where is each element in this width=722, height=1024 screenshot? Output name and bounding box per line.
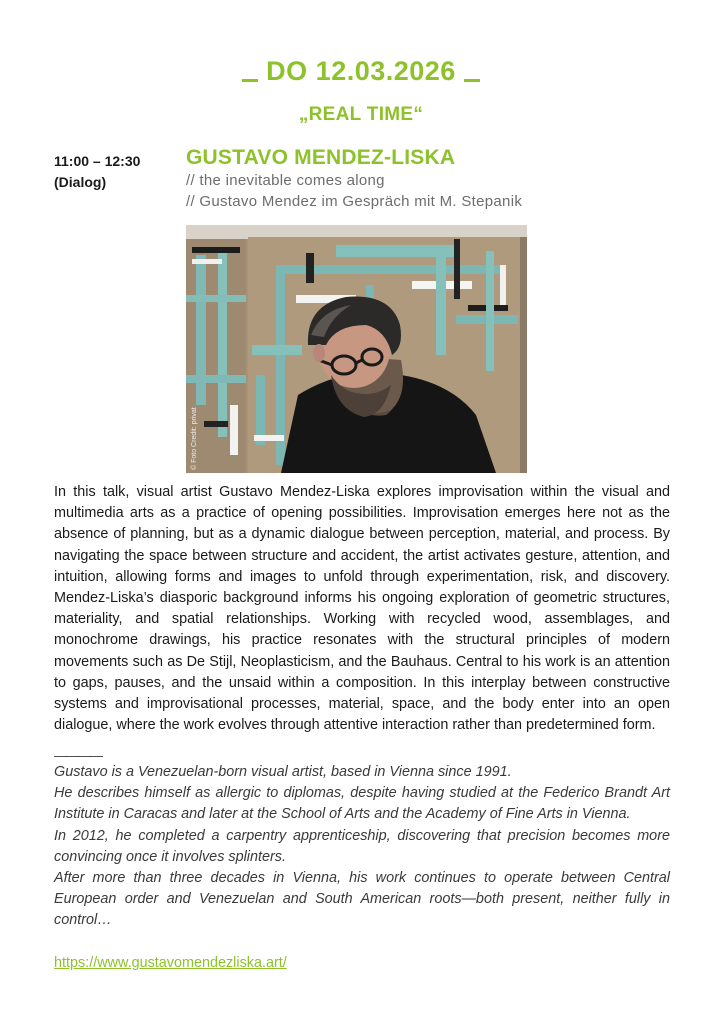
- artist-bio: [54, 762, 670, 932]
- website-link[interactable]: https://www.gustavomendezliska.art/: [54, 955, 287, 971]
- event-description: In this talk, visual artist Gustavo Mendez-Liska explores improvisation within the visual and multimedia arts as a practice of opening possibilities. Improvisation emerges here not as the absence of planning, but as a dynamic dialogue between perception, material, and process. By navigating the space between structure and accident, the artist activates gesture, attention, and intuition, allowing forms and images to unfold through experimentation, risk, and discovery. Mendez-Liska’s diasporic background informs his ongoing exploration of geometric structures, materiality, and spatial relationships. Working with recycled wood, assemblages, and monochrome drawings, his practice resonates with the structural principles of modern movements such as De Stijl, Neoplasticism, and the Bauhaus. Central to his work is an attention to gaps, pauses, and the unsaid within a composition. In this interplay between constructive systems and improvisational processes, material, space, and the body enter into an open dialogue, where the work evolves through attentive interaction rather than predetermined form.: [54, 484, 670, 734]
- artist-photo-illustration: [186, 225, 527, 473]
- bio-line-4: After more than three decades in Vienna, his work continues to operate between Central European order and Venezuelan and South American roots—both present, neither fully in control…: [54, 870, 670, 929]
- speaker-name: GUSTAVO MENDEZ-LISKA: [186, 146, 456, 169]
- series-title: „REAL TIME“: [298, 104, 424, 125]
- event-time-block: [54, 151, 140, 193]
- bio-line-2: He describes himself as allergic to diplomas, despite having studied at the Federico Brandt Art Institute in Caracas and later at the School of Arts and the Academy of Fine Arts in Vienna.: [54, 785, 670, 823]
- event-subtitle-2: // Gustavo Mendez im Gespräch mit M. Stepanik: [186, 193, 523, 210]
- event-date-text: DO 12.03.2026: [266, 56, 456, 86]
- bio-line-3: In 2012, he completed a carpentry apprenticeship, discovering that precision becomes more convincing once it involves splinters.: [54, 827, 670, 865]
- event-format: (Dialog): [54, 174, 107, 190]
- dash-left: [242, 79, 258, 82]
- divider: ————: [54, 748, 102, 763]
- dash-right: [464, 79, 480, 82]
- event-time: 11:00 – 12:30: [54, 153, 141, 169]
- bio-line-1: Gustavo is a Venezuelan-born visual artist, based in Vienna since 1991.: [54, 764, 512, 780]
- event-subtitle-1: // the inevitable comes along: [186, 172, 385, 189]
- artist-photo: [186, 225, 527, 473]
- event-date: [0, 56, 722, 87]
- photo-credit: © Foto Credit: privat: [191, 407, 198, 470]
